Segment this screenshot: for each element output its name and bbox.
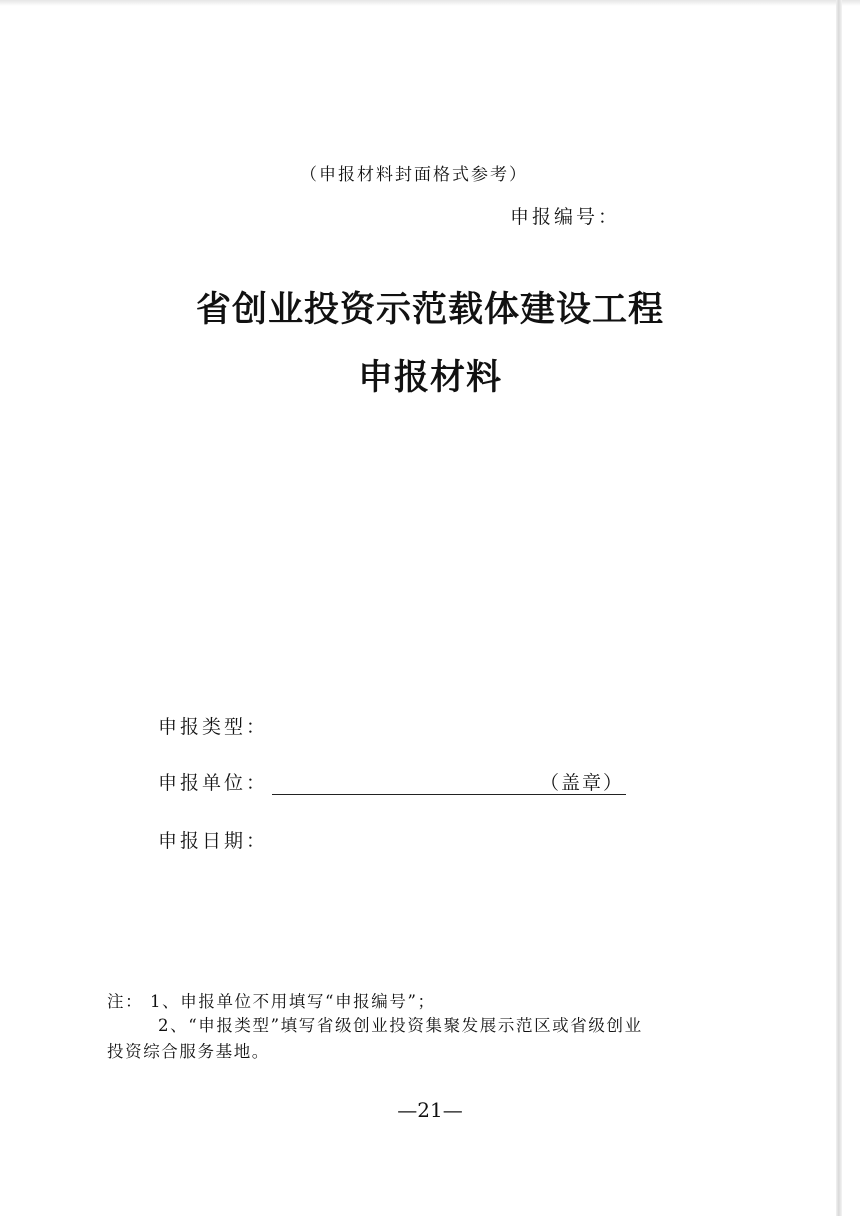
note-line-3: 投资综合服务基地。 (107, 1042, 270, 1061)
application-date-label: 申报日期： (158, 830, 269, 852)
serial-number-label: 申报编号： (510, 206, 621, 228)
stamp-note: （盖章） (540, 772, 625, 794)
note-line-2: 2、“申报类型”填写省级创业投资集聚发展示范区或省级创业 (158, 1016, 643, 1035)
application-type-label: 申报类型： (158, 716, 269, 738)
page-right-edge (836, 0, 842, 1216)
page-top-edge (0, 0, 860, 6)
applicant-unit-label: 申报单位： (158, 772, 269, 794)
cover-format-note: （申报材料封面格式参考） (300, 165, 528, 185)
document-subtitle: 申报材料 (357, 357, 502, 398)
document-title: 省创业投资示范载体建设工程 (195, 289, 664, 330)
note-line-1: 注： 1、申报单位不用填写“申报编号”； (107, 992, 436, 1011)
page-number: —21— (397, 1098, 463, 1122)
